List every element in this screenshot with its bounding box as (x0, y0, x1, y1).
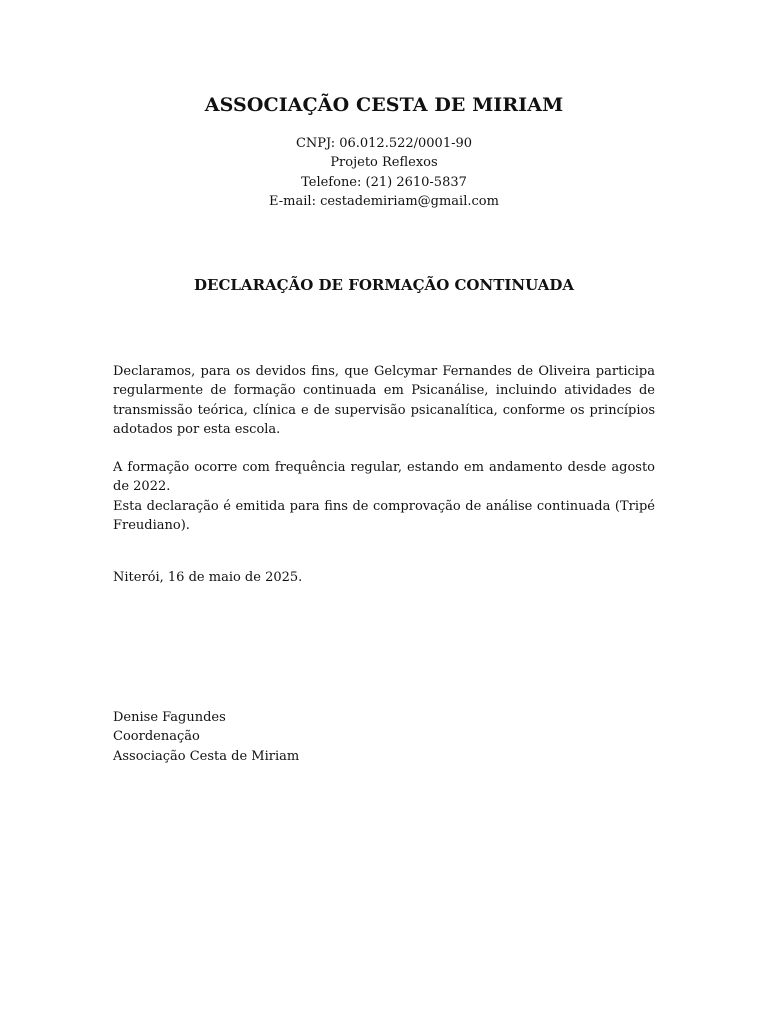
signatory-role: Coordenação (113, 729, 200, 745)
contact-block (0, 134, 768, 211)
frequency-paragraph: A formação ocorre com frequência regular, estando em andamento desde agosto de 2022. (113, 460, 655, 495)
organization-title: ASSOCIAÇÃO CESTA DE MIRIAM (204, 94, 564, 116)
signature-block (113, 708, 299, 766)
cnpj-line: CNPJ: 06.012.522/0001-90 (295, 136, 473, 151)
purpose-paragraph: Esta declaração é emitida para fins de comprovação de análise continuada (Tripé Freudiano). (113, 499, 655, 534)
declaration-paragraph: Declaramos, para os devidos fins, que Gelcymar Fernandes de Oliveira participa regularmente de formação continuada em Psicanálise, incluindo atividades de transmissão teórica, clínica e de supervisão psicanalítica, conforme os princípios adotados por esta escola. (113, 364, 655, 437)
document-title: DECLARAÇÃO DE FORMAÇÃO CONTINUADA (194, 276, 574, 294)
phone-line: Telefone: (21) 2610-5837 (301, 174, 467, 190)
signatory-organization: Associação Cesta de Miriam (113, 748, 300, 764)
email-line: E-mail: cestademiriam@gmail.com (269, 193, 499, 209)
project-line: Projeto Reflexos (330, 155, 438, 171)
place-date: Niterói, 16 de maio de 2025. (113, 570, 303, 585)
signatory-name: Denise Fagundes (113, 710, 226, 725)
